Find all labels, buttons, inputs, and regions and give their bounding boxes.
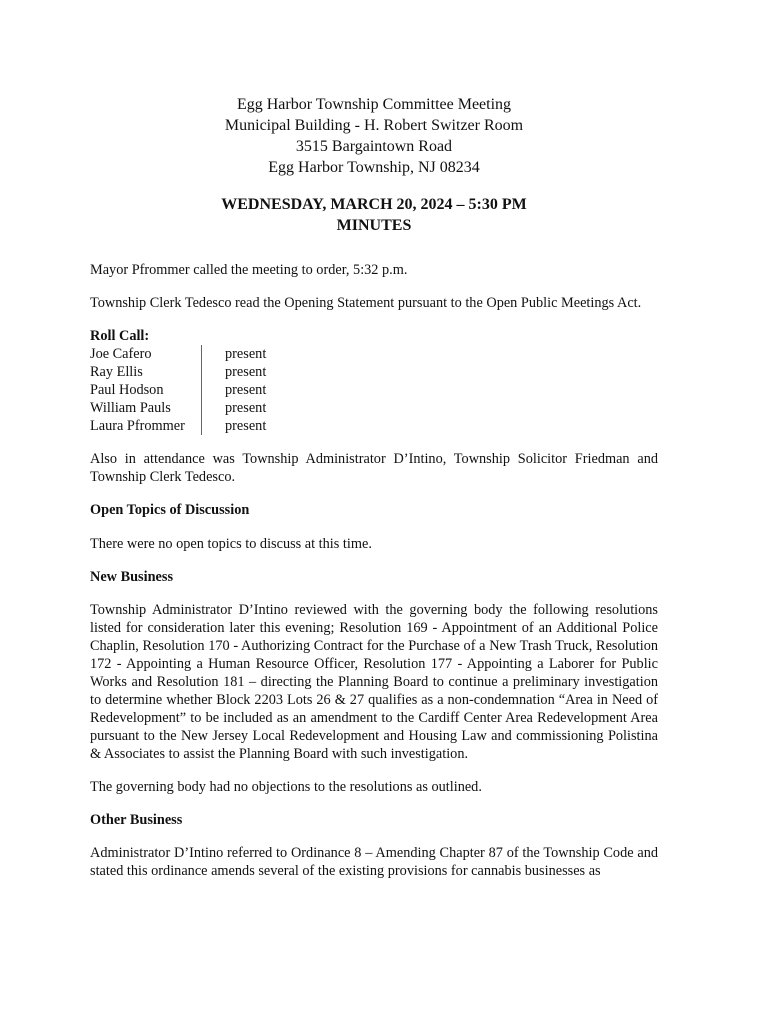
member-name: Ray Ellis — [90, 363, 202, 381]
member-status: present — [225, 364, 267, 380]
member-name: Paul Hodson — [90, 381, 202, 399]
committee-name: Egg Harbor Township Committee Meeting — [236, 96, 512, 113]
no-objections-paragraph: The governing body had no objections to the resolutions as outlined. — [90, 779, 482, 795]
building-name: Municipal Building - H. Robert Switzer Room — [224, 117, 524, 134]
minutes-label: MINUTES — [336, 217, 412, 234]
new-business-paragraph: Township Administrator D’Intino reviewed with the governing body the following resolutions listed for consideration later this evening; Resolution 169 - Appointment of an Additional Police Chaplin, Resolution 170 - Authorizing Contract for the Purchase of a New Trash Truck, Resolution 172 - Appointing a Human Resource Officer, Resolution 177 - Appointing a Laborer for Public Works and Resolution 181 – directing the Planning Board to continue a preliminary investigation to determine whether Block 2203 Lots 26 & 27 qualifies as a non-condemnation “Area in Need of Redevelopment” to be included as an amendment to the Cardiff Center Area Redevelopment Area pursuant to the New Jersey Local Redevelopment and Housing Law and commissioning Polistina & Associates to assist the Planning Board with such investigation. — [90, 602, 658, 762]
member-name: Laura Pfrommer — [90, 417, 202, 435]
roll-call-heading: Roll Call: — [90, 328, 150, 344]
street-address: 3515 Bargaintown Road — [295, 138, 453, 155]
minutes-page — [90, 94, 658, 880]
open-topics-paragraph: There were no open topics to discuss at this time. — [90, 536, 372, 552]
other-business-heading: Other Business — [90, 812, 183, 828]
new-business-heading: New Business — [90, 569, 174, 585]
member-status: present — [225, 418, 267, 434]
member-name: William Pauls — [90, 399, 202, 417]
roll-call-row — [90, 381, 266, 399]
member-status: present — [225, 346, 267, 362]
other-business-paragraph: Administrator D’Intino referred to Ordinance 8 – Amending Chapter 87 of the Township Code and stated this ordinance amends several of the existing provisions for cannabis businesses as — [90, 845, 658, 879]
attendance-paragraph: Also in attendance was Township Administrator D’Intino, Township Solicitor Friedman and Township Clerk Tedesco. — [90, 451, 658, 485]
open-topics-heading: Open Topics of Discussion — [90, 502, 250, 518]
opening-statement-paragraph: Township Clerk Tedesco read the Opening Statement pursuant to the Open Public Meetings Act. — [90, 295, 642, 311]
roll-call-section — [90, 327, 658, 435]
call-to-order-paragraph: Mayor Pfrommer called the meeting to order, 5:32 p.m. — [90, 262, 408, 278]
meeting-header — [90, 94, 658, 178]
roll-call-row — [90, 345, 266, 363]
member-name: Joe Cafero — [90, 345, 202, 363]
roll-call-row — [90, 399, 266, 417]
roll-call-row — [90, 417, 266, 435]
roll-call-table — [90, 345, 266, 435]
roll-call-row — [90, 363, 266, 381]
member-status: present — [225, 382, 267, 398]
meeting-title — [90, 194, 658, 236]
member-status: present — [225, 400, 267, 416]
meeting-date-time: WEDNESDAY, MARCH 20, 2024 – 5:30 PM — [221, 196, 527, 213]
city-state-zip: Egg Harbor Township, NJ 08234 — [268, 159, 480, 176]
